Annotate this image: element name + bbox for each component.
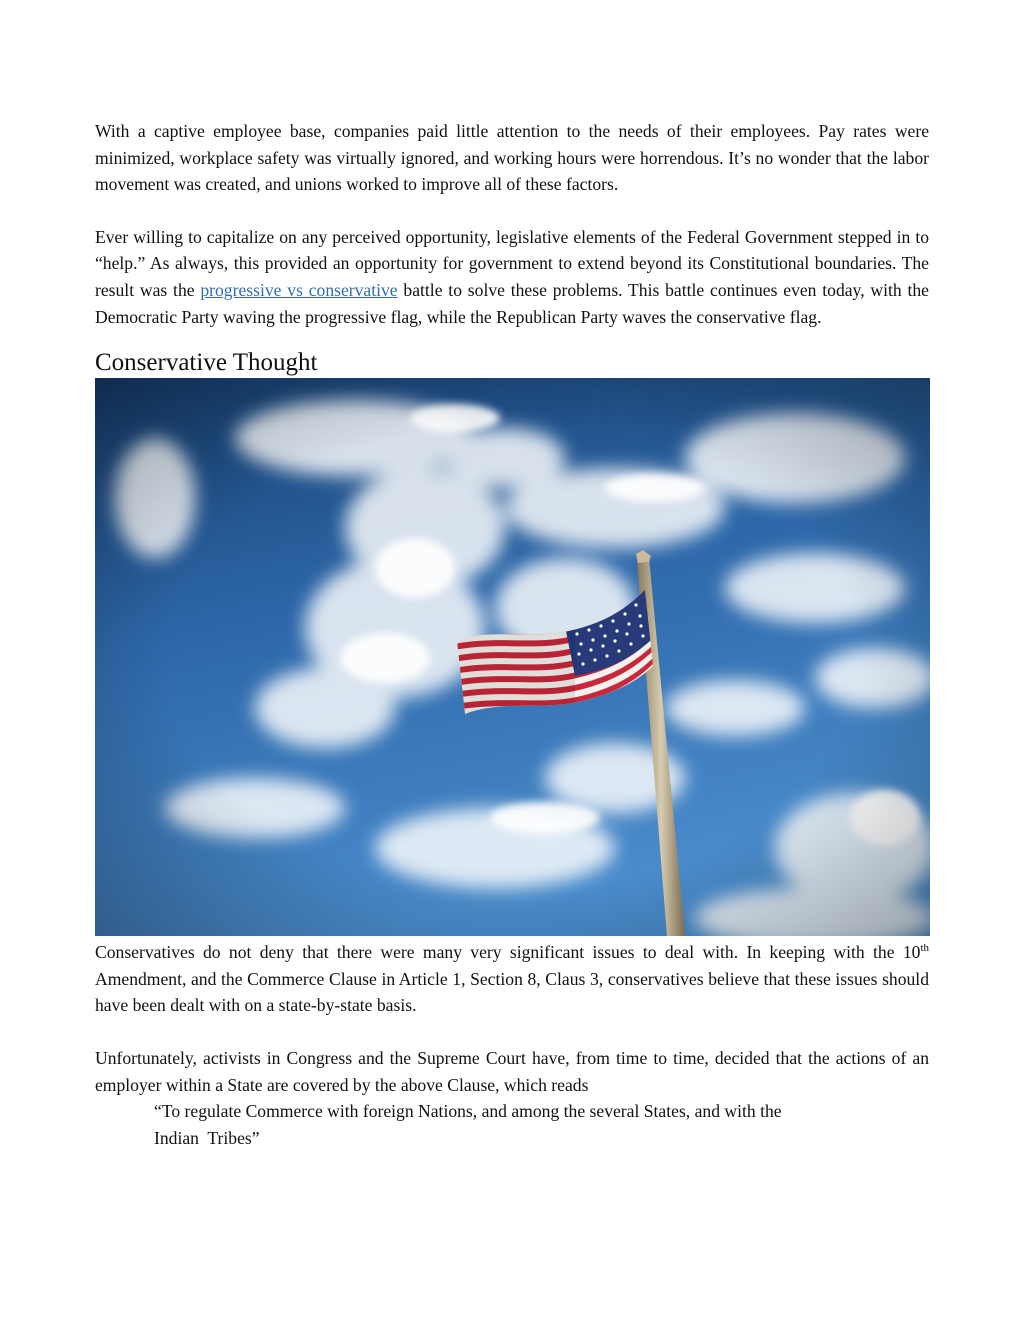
paragraph-tenth-amendment xyxy=(95,939,929,1019)
quote-line-2: Indian Tribes” xyxy=(154,1127,260,1148)
quote-line-1: “To regulate Commerce with foreign Nations, and among the several States, and with the xyxy=(154,1101,782,1122)
section-heading: Conservative Thought xyxy=(95,349,318,377)
paragraph-labor-movement: With a captive employee base, companies paid little attention to the needs of their employees. Pay rates were minimized, workplace safety was virtually ignored, and working hours were horrendous. It’s no wonder that the labor movement was created, and unions worked to improve all of these factors. xyxy=(95,121,929,195)
flag-in-sky-photo xyxy=(95,378,930,936)
paragraph-text-after-link: battle to solve these problems. This battle continues even today, with the Democratic Party waving the progressive flag, while the Republican Party waves the conservative flag. xyxy=(95,279,929,327)
paragraph-text-part-1: Conservatives do not deny that there were many very significant issues to deal with. In keeping with the 10 xyxy=(95,942,921,963)
progressive-vs-conservative-link[interactable]: progressive vs conservative xyxy=(200,279,398,300)
paragraph-commerce-clause: Unfortunately, activists in Congress and the Supreme Court have, from time to time, decided that the actions of an employer within a State are covered by the above Clause, which reads xyxy=(95,1047,929,1095)
paragraph-text-part-2: Amendment, and the Commerce Clause in Article 1, Section 8, Claus 3, conservatives believe that these issues should have been dealt with on a state-by-state basis. xyxy=(95,968,929,1016)
paragraph-federal-government xyxy=(95,224,929,330)
commerce-clause-quote xyxy=(154,1098,874,1151)
ordinal-superscript: th xyxy=(920,942,929,955)
paragraph-text-before-link: Ever willing to capitalize on any perceived opportunity, legislative elements of the Federal Government stepped in to “help.” As always, this provided an opportunity for government to extend beyond its Constitutional boundaries. The result was the xyxy=(95,226,929,300)
document-page xyxy=(95,118,929,1151)
